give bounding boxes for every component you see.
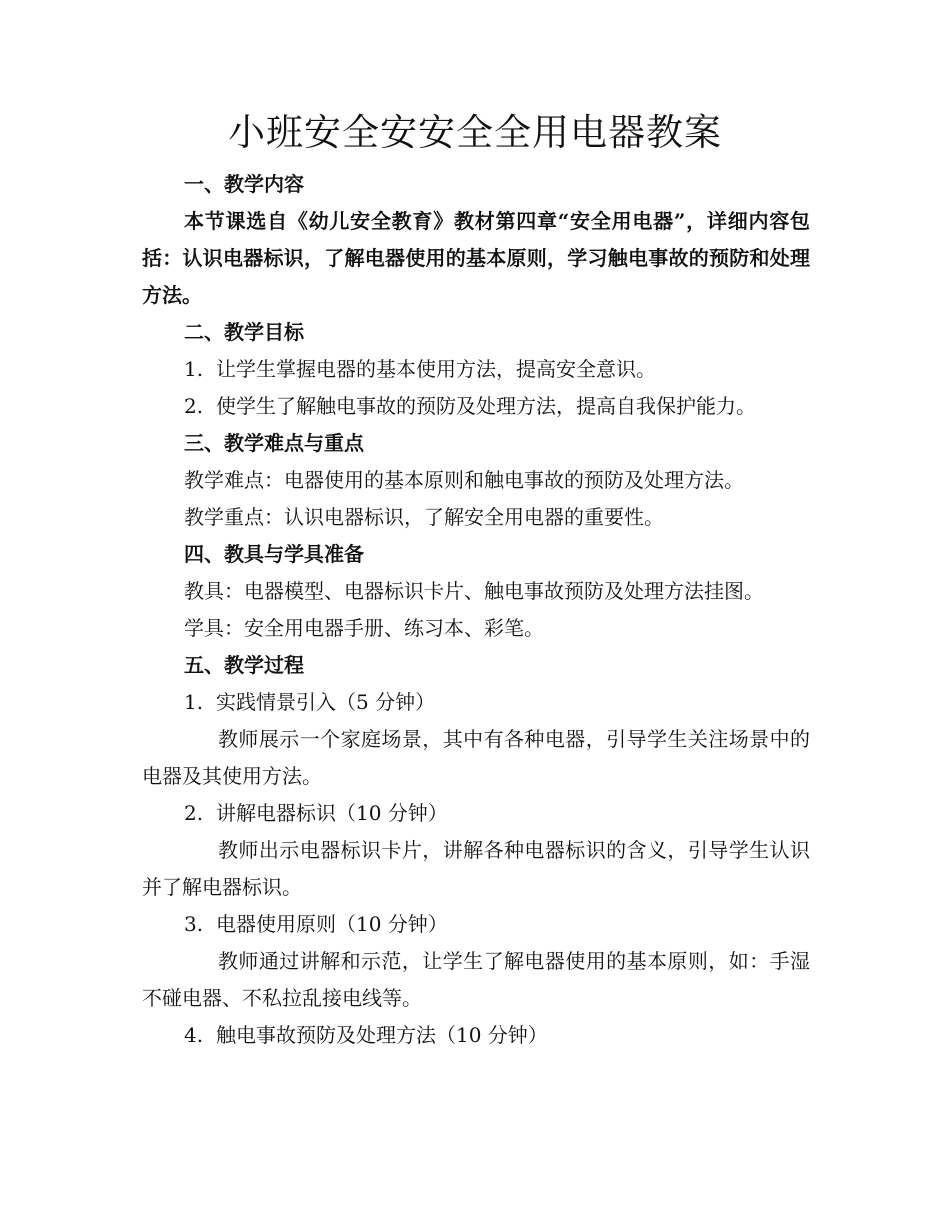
goal-item-number: 2. (184, 394, 204, 418)
section-heading-difficulty-key: 三、教学难点与重点 (184, 431, 364, 455)
process-step-title (142, 1017, 810, 1054)
process-step-title-text: 触电事故预防及处理方法（10 分钟） (216, 1023, 548, 1047)
process-step-title-text: 实践情景引入（5 分钟） (216, 690, 436, 714)
section-heading-teaching-process: 五、教学过程 (184, 653, 304, 677)
process-step-description: 教师展示一个家庭场景，其中有各种电器，引导学生关注场景中的电器及其使用方法。 (142, 727, 810, 788)
goal-item-text: 使学生了解触电事故的预防及处理方法，提高自我保护能力。 (216, 394, 756, 418)
goal-item-number: 1. (184, 357, 204, 381)
learning-aids-line: 学具：安全用电器手册、练习本、彩笔。 (184, 616, 544, 640)
section-heading-materials: 四、教具与学具准备 (184, 542, 364, 566)
process-step-number: 2. (184, 801, 204, 825)
section-heading-teaching-content: 一、教学内容 (184, 172, 304, 196)
document-title: 小班安全安安全全用电器教案 (228, 111, 722, 154)
process-step-title (142, 795, 810, 832)
process-step-description: 教师通过讲解和示范，让学生了解电器使用的基本原则，如：手湿不碰电器、不私拉乱接电线等。 (142, 949, 810, 1010)
teaching-key-point-line: 教学重点：认识电器标识，了解安全用电器的重要性。 (184, 505, 664, 529)
goal-item (142, 351, 810, 388)
process-step-title (142, 906, 810, 943)
document-body (142, 166, 810, 1054)
section-heading-teaching-goals: 二、教学目标 (184, 320, 304, 344)
goal-item (142, 388, 810, 425)
process-step-description: 教师出示电器标识卡片，讲解各种电器标识的含义，引导学生认识并了解电器标识。 (142, 838, 810, 899)
process-step-number: 1. (184, 690, 204, 714)
teaching-difficulty-line: 教学难点：电器使用的基本原则和触电事故的预防及处理方法。 (184, 468, 744, 492)
goal-item-text: 让学生掌握电器的基本使用方法，提高安全意识。 (216, 357, 656, 381)
teaching-content-paragraph: 本节课选自《幼儿安全教育》教材第四章“安全用电器”，详细内容包括：认识电器标识，了解电器使用的基本原则，学习触电事故的预防和处理方法。 (142, 209, 810, 307)
process-step-title-text: 电器使用原则（10 分钟） (216, 912, 448, 936)
process-step-title (142, 684, 810, 721)
teaching-aids-line: 教具：电器模型、电器标识卡片、触电事故预防及处理方法挂图。 (184, 579, 764, 603)
process-step-title-text: 讲解电器标识（10 分钟） (216, 801, 448, 825)
process-step-number: 4. (184, 1023, 204, 1047)
process-step-number: 3. (184, 912, 204, 936)
